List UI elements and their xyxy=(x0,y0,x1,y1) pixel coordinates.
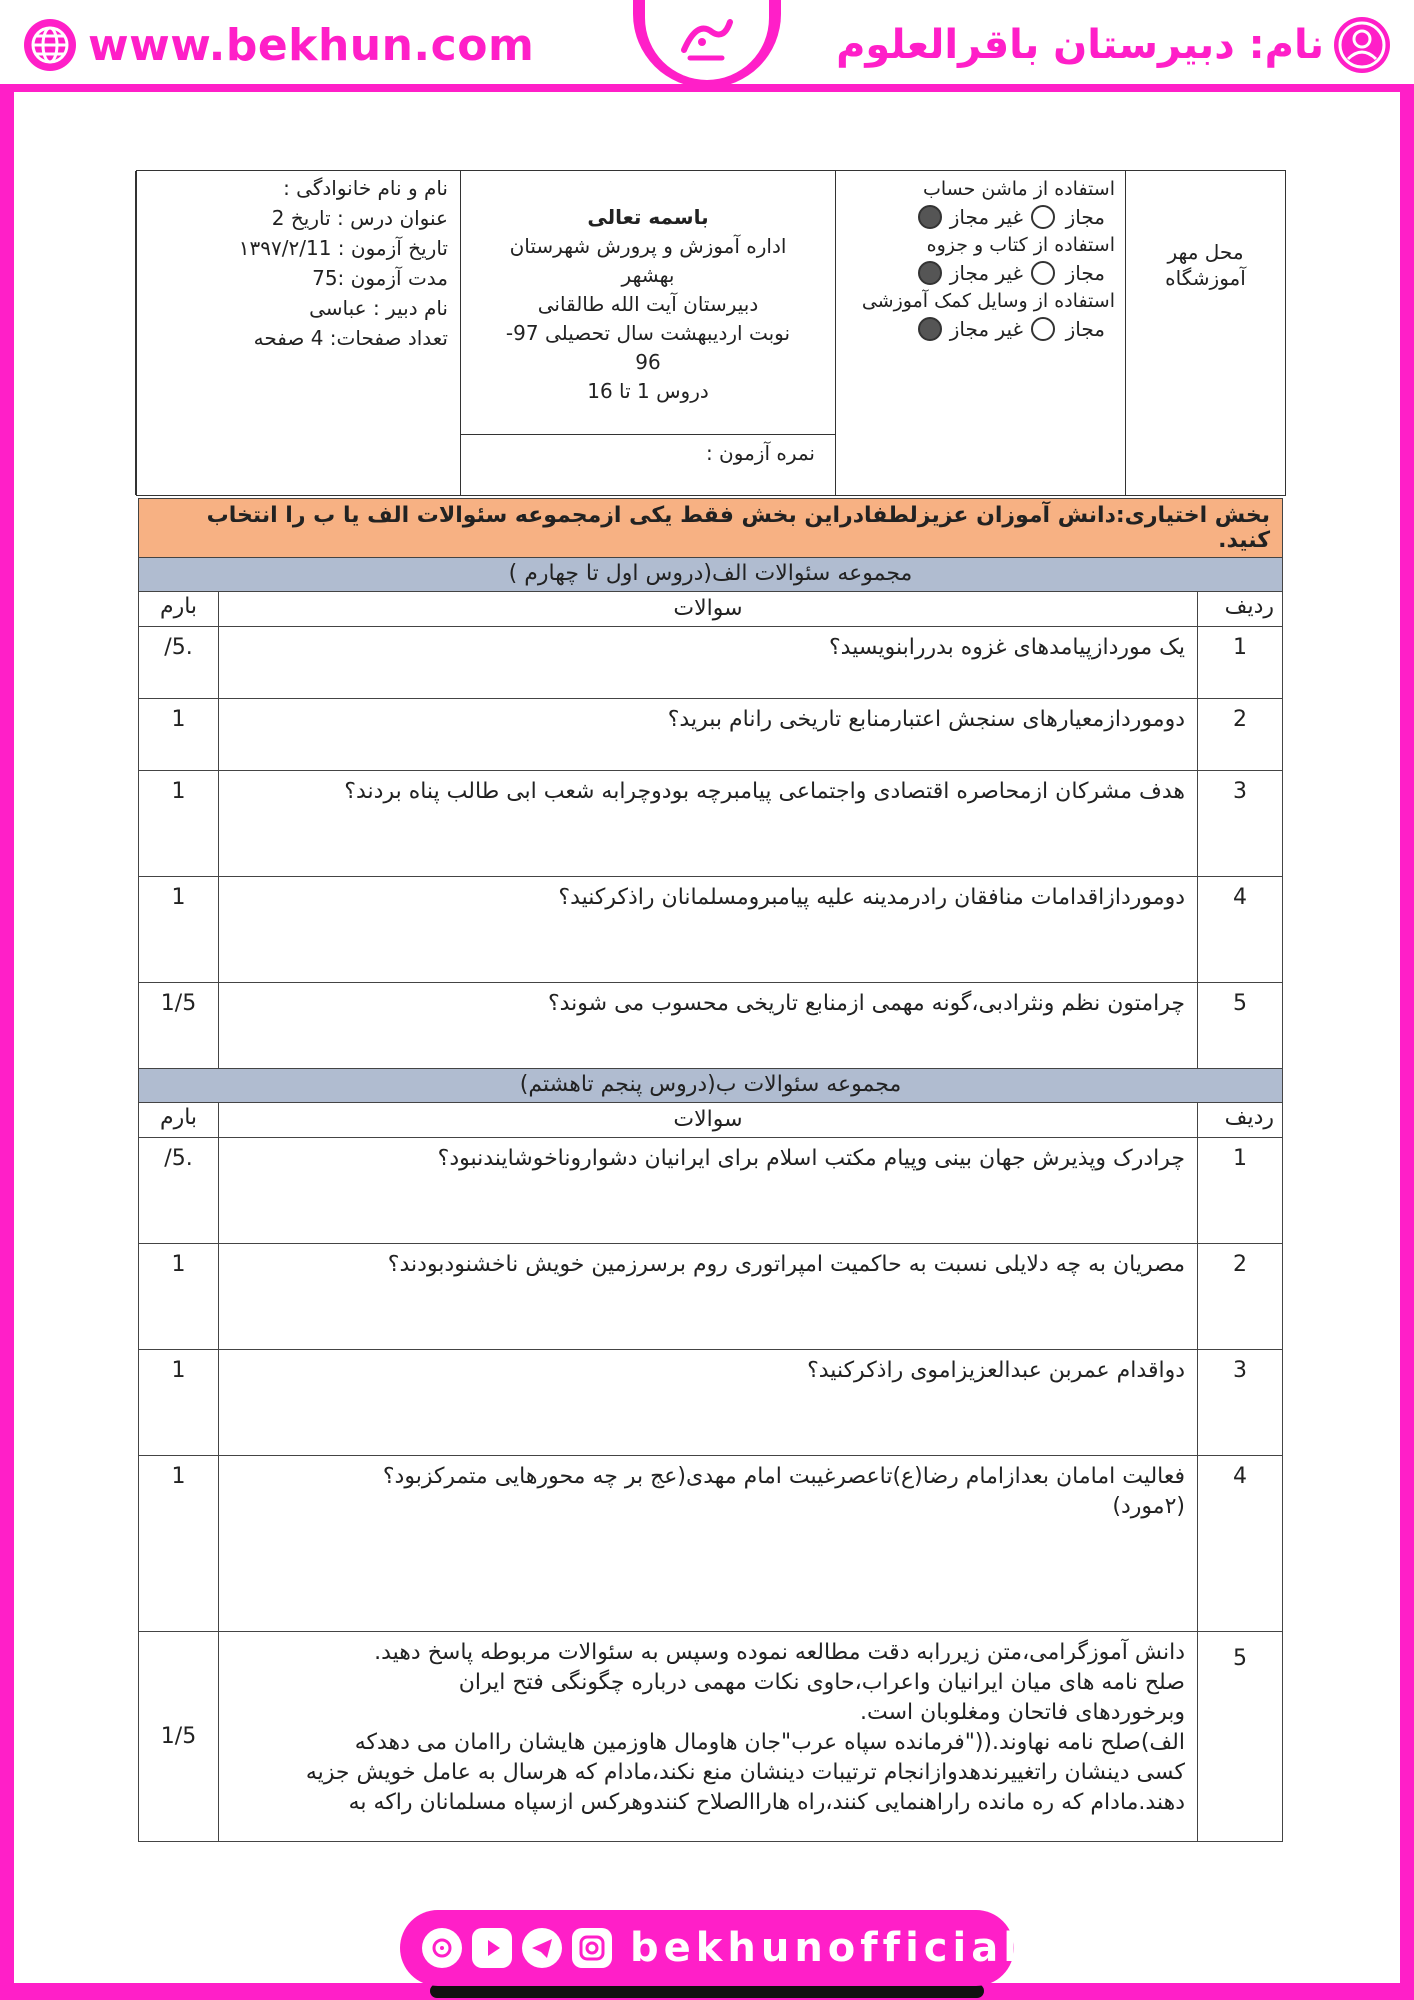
question-cell xyxy=(219,1456,1198,1632)
not-allowed-label: غیر مجاز xyxy=(949,261,1023,285)
row-number: 4 xyxy=(1198,877,1283,983)
youtube-icon[interactable] xyxy=(472,1928,512,1968)
instruction-row xyxy=(139,499,1283,558)
book-options xyxy=(842,259,1115,287)
user-icon xyxy=(1334,17,1390,73)
row-number: 1 xyxy=(1198,627,1283,699)
lessons-line: دروس 1 تا 16 xyxy=(587,379,709,403)
social-footer xyxy=(400,1910,1022,1986)
term-line: نوبت اردیبهشت سال تحصیلی 97- xyxy=(505,321,791,345)
calculator-not-allowed-radio[interactable] xyxy=(918,205,942,229)
allowed-label: مجاز xyxy=(1065,317,1105,341)
row-number: 5 xyxy=(1198,983,1283,1089)
passage-cell xyxy=(219,1632,1198,1842)
bismillah-heading: باسمه تعالی xyxy=(587,205,709,229)
col-row-header: ردیف xyxy=(1198,1103,1283,1138)
row-number: 5 xyxy=(1198,1632,1283,1842)
question-text: دوموردازاقدامات منافقان رادرمدینه علیه پیامبرومسلمانان راذکرکنید؟ xyxy=(219,877,1198,983)
exam-info-table xyxy=(136,170,1286,496)
question-score: 1 xyxy=(139,771,219,877)
question-score: /5. xyxy=(139,1138,219,1244)
aparat-icon[interactable] xyxy=(422,1928,462,1968)
question-text: چرامتون نظم ونثرادبی،گونه مهمی ازمنابع تاریخی محسوب می شوند؟ xyxy=(219,983,1198,1089)
tools-not-allowed-radio[interactable] xyxy=(918,317,942,341)
set-b-title: مجموعه سئوالات ب(دروس پنجم تاهشتم) xyxy=(139,1069,1283,1103)
department-line: اداره آموزش و پرورش شهرستان xyxy=(509,234,787,258)
set-a-title-row xyxy=(139,558,1283,592)
question-text: دوموردازمعیارهای سنجش اعتبارمنابع تاریخی رانام ببرید؟ xyxy=(219,699,1198,771)
question-text: یک موردازپیامدهای غزوه بدررابنویسید؟ xyxy=(219,627,1198,699)
page-count: تعداد صفحات: 4 صفحه xyxy=(253,326,448,350)
table-row xyxy=(139,1456,1283,1632)
question-note: (۲مورد) xyxy=(1112,1494,1185,1519)
site-url[interactable]: www.bekhun.com xyxy=(88,19,535,71)
question-text: چرادرک وپذیرش جهان بینی وپیام مکتب اسلام برای ایرانیان دشواروناخوشایندنبود؟ xyxy=(219,1138,1198,1244)
tools-allowed-radio[interactable] xyxy=(1031,317,1055,341)
set-a-title: مجموعه سئوالات الف(دروس اول تا چهارم ) xyxy=(139,558,1283,592)
row-number: 4 xyxy=(1198,1456,1283,1632)
row-number: 3 xyxy=(1198,771,1283,877)
question-text: هدف مشرکان ازمحاصره اقتصادی واجتماعی پیامبرچه بودوچرابه شعب ابی طالب پناه بردند؟ xyxy=(219,771,1198,877)
tools-title: استفاده از وسایل کمک آموزشی xyxy=(861,290,1115,312)
table-row xyxy=(139,1632,1283,1842)
instruction-text: بخش اختیاری:دانش آموزان عزیزلطفادراین بخش فقط یکی ازمجموعه سئوالات الف یا ب را انتخاب کنید. xyxy=(139,499,1283,558)
table-row xyxy=(139,1138,1283,1244)
table-row xyxy=(139,1350,1283,1456)
city-line: بهشهر xyxy=(621,263,675,287)
table-row xyxy=(139,771,1283,877)
question-text: دواقدام عمربن عبدالعزیزاموی راذکرکنید؟ xyxy=(219,1350,1198,1456)
book-allowed-radio[interactable] xyxy=(1031,261,1055,285)
exam-date: تاریخ آزمون : ۱۳۹۷/۲/11 xyxy=(238,236,448,260)
not-allowed-label: غیر مجاز xyxy=(949,317,1023,341)
seal-line-1: محل مهر xyxy=(1167,240,1244,264)
question-set-a xyxy=(138,498,1283,1089)
row-number: 2 xyxy=(1198,1244,1283,1350)
footer-shadow xyxy=(430,1984,984,1998)
question-score: 1 xyxy=(139,699,219,771)
tools-options xyxy=(842,315,1115,343)
bekhun-logo-icon xyxy=(645,0,769,80)
col-row-header: ردیف xyxy=(1198,592,1283,627)
row-number: 1 xyxy=(1198,1138,1283,1244)
grade-field[interactable]: نمره آزمون : xyxy=(705,441,815,465)
question-text: فعالیت امامان بعدازامام رضا(ع)تاعصرغیبت امام مهدی(عج بر چه محورهایی متمرکزبود؟ xyxy=(382,1464,1185,1489)
question-score: 1/5 xyxy=(139,983,219,1089)
course-title: عنوان درس : تاریخ 2 xyxy=(271,206,448,230)
allowed-label: مجاز xyxy=(1065,261,1105,285)
book-title: استفاده از کتاب و جزوه xyxy=(926,234,1115,256)
question-score: 1 xyxy=(139,877,219,983)
globe-icon xyxy=(24,19,76,71)
seal-line-2: آموزشگاه xyxy=(1165,266,1246,290)
site-link[interactable] xyxy=(24,18,534,72)
school-line: دبیرستان آیت الله طالقانی xyxy=(537,292,759,316)
col-question-header: سوالات xyxy=(219,1103,1198,1138)
row-number: 3 xyxy=(1198,1350,1283,1456)
passage-line: وبرخوردهای فاتحان ومغلوبان است. xyxy=(860,1700,1185,1725)
school-info-cell xyxy=(460,171,835,495)
table-row xyxy=(139,877,1283,983)
not-allowed-label: غیر مجاز xyxy=(949,205,1023,229)
col-question-header: سوالات xyxy=(219,592,1198,627)
question-score: 1 xyxy=(139,1350,219,1456)
passage-line: دانش آموزگرامی،متن زیررابه دقت مطالعه نموده وسپس به سئوالات مربوطه پاسخ دهید. xyxy=(374,1640,1185,1665)
school-label xyxy=(836,16,1390,74)
student-info-cell xyxy=(135,171,460,495)
set-b-title-row xyxy=(139,1069,1283,1103)
set-a-header-row xyxy=(139,592,1283,627)
teacher-name: نام دبیر : عباسی xyxy=(309,296,448,320)
book-not-allowed-radio[interactable] xyxy=(918,261,942,285)
question-score: 1 xyxy=(139,1244,219,1350)
set-b-header-row xyxy=(139,1103,1283,1138)
instagram-icon[interactable] xyxy=(572,1928,612,1968)
col-score-header: بارم xyxy=(139,592,219,627)
social-handle[interactable]: bekhunofficial xyxy=(630,1925,1022,1971)
question-text: مصریان به چه دلایلی نسبت به حاکمیت امپراتوری روم برسرزمین خویش ناخشنودبودند؟ xyxy=(219,1244,1198,1350)
passage-line: صلح نامه های میان ایرانیان واعراب،حاوی نکات مهمی درباره چگونگی فتح ایران xyxy=(458,1670,1185,1695)
col-score-header: بارم xyxy=(139,1103,219,1138)
table-row xyxy=(139,627,1283,699)
table-row xyxy=(139,1244,1283,1350)
passage-line: الف)صلح نامه نهاوند.(("فرمانده سپاه عرب"جان هاومال هاوزمین هایشان راامان می دهدکه xyxy=(354,1730,1185,1755)
header-bar xyxy=(0,0,1414,88)
header-divider xyxy=(0,84,1414,92)
logo-tab xyxy=(633,0,781,88)
school-name: نام: دبیرستان باقرالعلوم xyxy=(836,22,1324,68)
question-score: 1/5 xyxy=(139,1632,219,1842)
row-number: 2 xyxy=(1198,699,1283,771)
calculator-allowed-radio[interactable] xyxy=(1031,205,1055,229)
calculator-title: استفاده از ماشن حساب xyxy=(922,178,1115,200)
student-name-field[interactable]: نام و نام خانوادگی : xyxy=(283,176,448,200)
exam-duration: مدت آزمون :75 xyxy=(312,266,448,290)
table-row xyxy=(139,699,1283,771)
telegram-icon[interactable] xyxy=(522,1928,562,1968)
question-score: /5. xyxy=(139,627,219,699)
passage-line: دهند.مادام که ره مانده راراهنمایی کنند،راه هاراالصلاح کنندوهرکس ازسپاه مسلمانان راکه به xyxy=(348,1790,1185,1815)
seal-cell xyxy=(1125,171,1285,495)
permissions-cell xyxy=(835,171,1125,495)
calculator-options xyxy=(842,203,1115,231)
year-line: 96 xyxy=(635,350,661,374)
question-score: 1 xyxy=(139,1456,219,1632)
question-set-b xyxy=(138,1068,1283,1842)
passage-line: کسی دینشان راتغییرندهدوازانجام ترتیبات دینشان منع نکند،مادام که هرسال به عامل خویش جزیه xyxy=(305,1760,1185,1785)
allowed-label: مجاز xyxy=(1065,205,1105,229)
